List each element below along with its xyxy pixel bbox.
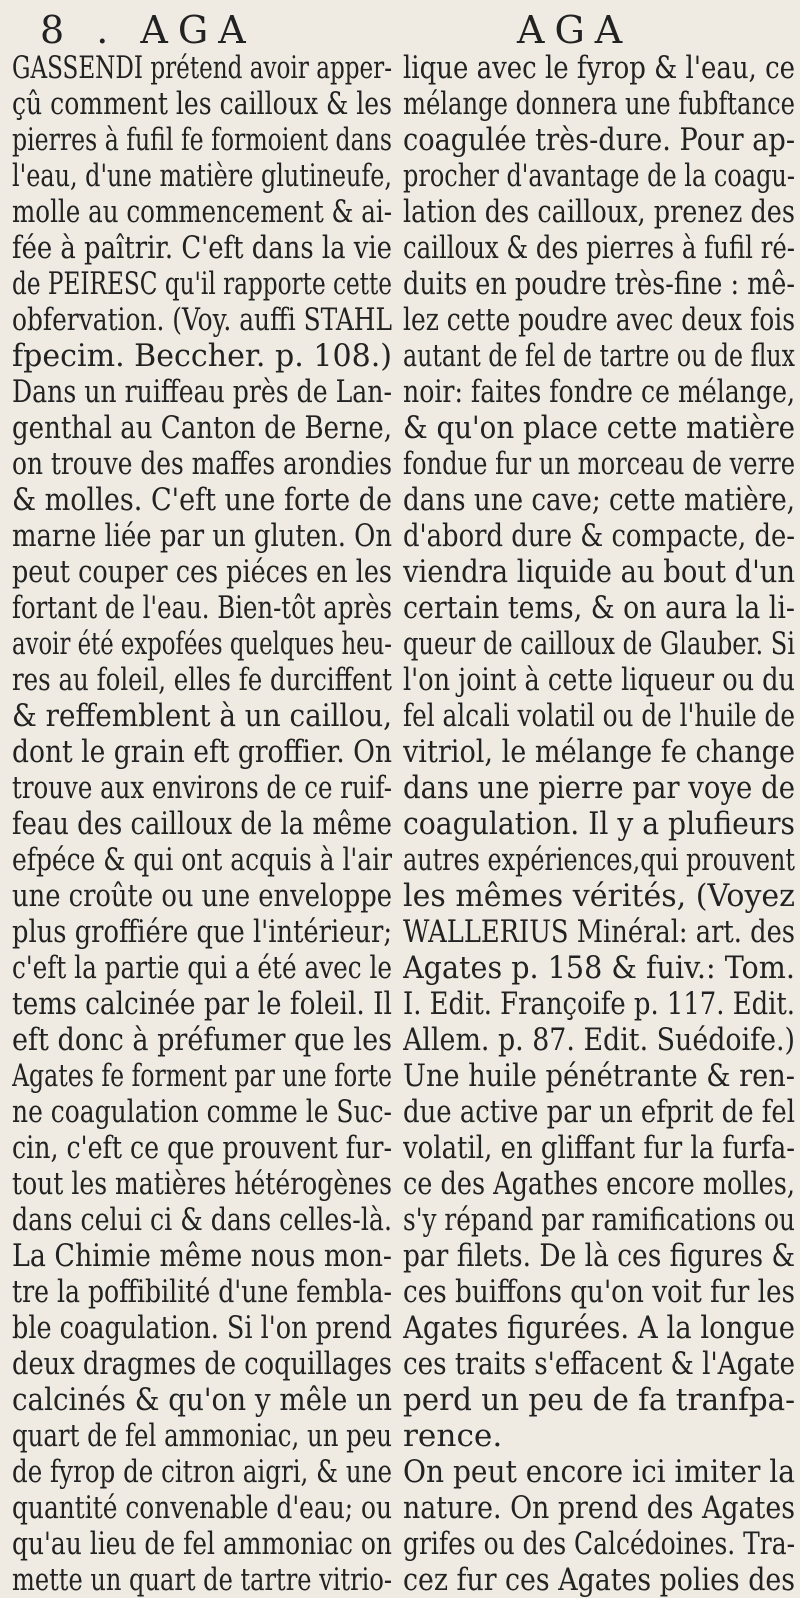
text-line: dont le grain eft groffier. On bbox=[12, 734, 392, 770]
text-line: I. Edit. Françoife p. 117. Edit. bbox=[403, 986, 795, 1022]
text-line: l'on joint à cette liqueur ou du bbox=[403, 662, 795, 698]
text-line: lique avec le fyrop & l'eau, ce bbox=[403, 50, 795, 86]
text-line: coagulée très-dure. Pour ap- bbox=[403, 122, 795, 158]
text-line: c'eft la partie qui a été avec le bbox=[12, 950, 392, 986]
header-right: AGA bbox=[517, 8, 633, 52]
text-line: qu'au lieu de fel ammoniac on bbox=[12, 1526, 392, 1562]
text-line: par filets. De là ces figures & bbox=[403, 1238, 795, 1274]
text-line: lez cette poudre avec deux fois bbox=[403, 302, 795, 338]
text-line: les mêmes vérités, (Voyez bbox=[403, 878, 795, 914]
text-line: WALLERIUS Minéral: art. des bbox=[403, 914, 795, 950]
text-line: cin, c'eft ce que prouvent fur- bbox=[12, 1130, 392, 1166]
text-line: Allem. p. 87. Edit. Suédoife.) bbox=[403, 1022, 795, 1058]
text-line: fortant de l'eau. Bien-tôt après bbox=[12, 590, 392, 626]
text-line: molle au commencement & ai- bbox=[12, 194, 392, 230]
text-line: ne coagulation comme le Suc- bbox=[12, 1094, 392, 1130]
text-line: due active par un efprit de fel bbox=[403, 1094, 795, 1130]
text-line: perd un peu de fa tranfpa- bbox=[403, 1382, 795, 1418]
text-line: cailloux & des pierres à fufil ré- bbox=[403, 230, 795, 266]
text-line: Agates p. 158 & fuiv.: Tom. bbox=[403, 950, 795, 986]
text-line: viendra liquide au bout d'un bbox=[403, 554, 795, 590]
text-line: volatil, en gliffant fur la furfa- bbox=[403, 1130, 795, 1166]
text-line: d'abord dure & compacte, de- bbox=[403, 518, 795, 554]
text-line: res au foleil, elles fe durciffent bbox=[12, 662, 392, 698]
text-line: cez fur ces Agates polies des bbox=[403, 1562, 795, 1598]
text-line: & reffemblent à un caillou, bbox=[12, 698, 392, 734]
text-line: tre la poffibilité d'une fembla- bbox=[12, 1274, 392, 1310]
text-line: GASSENDI prétend avoir apper- bbox=[12, 50, 392, 86]
text-line: autres expériences,qui prouvent bbox=[403, 842, 795, 878]
running-header bbox=[0, 8, 800, 56]
text-line: autant de fel de tartre ou de flux bbox=[403, 338, 795, 374]
text-line: avoir été expofées quelques heu- bbox=[12, 626, 392, 662]
text-line: efpéce & qui ont acquis à l'air bbox=[12, 842, 392, 878]
text-line: tems calcinée par le foleil. Il bbox=[12, 986, 392, 1022]
text-line: On peut encore ici imiter la bbox=[403, 1454, 795, 1490]
text-line: genthal au Canton de Berne, bbox=[12, 410, 392, 446]
text-line: certain tems, & on aura la li- bbox=[403, 590, 795, 626]
text-line: on trouve des maffes arondies bbox=[12, 446, 392, 482]
text-line: ces traits s'effacent & l'Agate bbox=[403, 1346, 795, 1382]
text-line: calcinés & qu'on y mêle un bbox=[12, 1382, 392, 1418]
text-line: noir: faites fondre ce mélange, bbox=[403, 374, 795, 410]
text-line: vitriol, le mélange fe change bbox=[403, 734, 795, 770]
text-line: l'eau, d'une matière glutineufe, bbox=[12, 158, 392, 194]
text-line: ble coagulation. Si l'on prend bbox=[12, 1310, 392, 1346]
text-line: plus groffiére que l'intérieur; bbox=[12, 914, 392, 950]
text-line: fée à paîtrir. C'eft dans la vie bbox=[12, 230, 392, 266]
text-line: une croûte ou une enveloppe bbox=[12, 878, 392, 914]
text-line: Une huile pénétrante & ren- bbox=[403, 1058, 795, 1094]
text-line: pierres à fufil fe formoient dans bbox=[12, 122, 392, 158]
text-line: coagulation. Il y a plufieurs bbox=[403, 806, 795, 842]
text-line: & qu'on place cette matière bbox=[403, 410, 795, 446]
right-column bbox=[403, 50, 795, 1598]
text-line: grifes ou des Calcédoines. Tra- bbox=[403, 1526, 795, 1562]
text-line: duits en poudre très-fine : mê- bbox=[403, 266, 795, 302]
text-line: Agates figurées. A la longue bbox=[403, 1310, 795, 1346]
text-line: La Chimie même nous mon- bbox=[12, 1238, 392, 1274]
text-line: ces buiffons qu'on voit fur les bbox=[403, 1274, 795, 1310]
text-line: nature. On prend des Agates bbox=[403, 1490, 795, 1526]
text-line: mette un quart de tartre vitrio- bbox=[12, 1562, 392, 1598]
text-line: obfervation. (Voy. auffi STAHL bbox=[12, 302, 392, 338]
text-line: Agates fe forment par une forte bbox=[12, 1058, 392, 1094]
text-line: quantité convenable d'eau; ou bbox=[12, 1490, 392, 1526]
text-line: Dans un ruiffeau près de Lan- bbox=[12, 374, 392, 410]
text-line: feau des cailloux de la même bbox=[12, 806, 392, 842]
text-line: peut couper ces piéces en les bbox=[12, 554, 392, 590]
text-line: de PEIRESC qu'il rapporte cette bbox=[12, 266, 392, 302]
text-line: trouve aux environs de ce ruif- bbox=[12, 770, 392, 806]
text-line: lation des cailloux, prenez des bbox=[403, 194, 795, 230]
text-line: mélange donnera une fubftance bbox=[403, 86, 795, 122]
left-column bbox=[12, 50, 392, 1598]
text-line: fel alcali volatil ou de l'huile de bbox=[403, 698, 795, 734]
text-line: fondue fur un morceau de verre bbox=[403, 446, 795, 482]
text-line: s'y répand par ramifications ou bbox=[403, 1202, 795, 1238]
text-line: procher d'avantage de la coagu- bbox=[403, 158, 795, 194]
text-line: tout les matières hétérogènes bbox=[12, 1166, 392, 1202]
text-line: de fyrop de citron aigri, & une bbox=[12, 1454, 392, 1490]
text-line: deux dragmes de coquillages bbox=[12, 1346, 392, 1382]
text-line: dans celui ci & dans celles-là. bbox=[12, 1202, 392, 1238]
text-line: & molles. C'eft une forte de bbox=[12, 482, 392, 518]
text-line: dans une cave; cette matière, bbox=[403, 482, 795, 518]
text-line: eft donc à préfumer que les bbox=[12, 1022, 392, 1058]
text-line: ce des Agathes encore molles, bbox=[403, 1166, 795, 1202]
header-left: 8 . AGA bbox=[40, 8, 256, 52]
text-line: queur de cailloux de Glauber. Si bbox=[403, 626, 795, 662]
text-line: quart de fel ammoniac, un peu bbox=[12, 1418, 392, 1454]
text-line: rence. bbox=[403, 1418, 503, 1454]
text-line: marne liée par un gluten. On bbox=[12, 518, 392, 554]
text-line: fpecim. Beccher. p. 108.) bbox=[12, 338, 392, 374]
text-line: dans une pierre par voye de bbox=[403, 770, 795, 806]
text-line: çû comment les cailloux & les bbox=[12, 86, 392, 122]
